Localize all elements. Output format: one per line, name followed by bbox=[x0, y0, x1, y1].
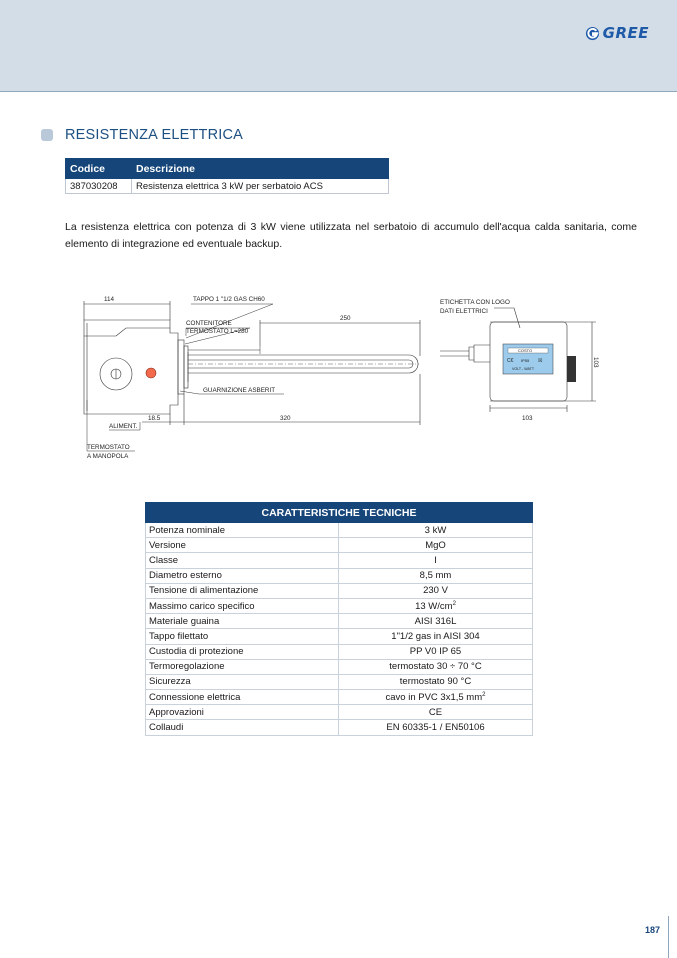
label-etichetta: ETICHETTA CON LOGO bbox=[440, 299, 510, 306]
dim-114: 114 bbox=[104, 296, 115, 303]
spec-table-header: CARATTERISTICHE TECNICHE bbox=[146, 503, 533, 523]
plate-brand: COSTO bbox=[518, 348, 533, 353]
spec-value: 230 V bbox=[339, 583, 533, 598]
gree-logo-icon bbox=[585, 26, 600, 41]
page-rule bbox=[668, 916, 669, 958]
table-row bbox=[146, 614, 533, 629]
table-row bbox=[146, 674, 533, 689]
spec-label: Termoregolazione bbox=[146, 659, 339, 674]
table-row bbox=[146, 523, 533, 538]
label-dati: DATI ELETTRICI bbox=[440, 308, 488, 315]
spec-value: EN 60335-1 / EN50106 bbox=[339, 720, 533, 735]
dim-103-h: 103 bbox=[522, 415, 533, 422]
spec-table bbox=[145, 502, 533, 736]
spec-label: Versione bbox=[146, 538, 339, 553]
spec-value: I bbox=[339, 553, 533, 568]
plate-ip: IP55 bbox=[521, 358, 530, 363]
table-row bbox=[146, 705, 533, 720]
table-row bbox=[146, 568, 533, 583]
product-description: Resistenza elettrica 3 kW per serbatoio ACS bbox=[132, 179, 389, 194]
spec-value: 8,5 mm bbox=[339, 568, 533, 583]
table-row bbox=[146, 644, 533, 659]
label-termostato: TERMOSTATO bbox=[87, 444, 130, 451]
header-band bbox=[0, 0, 677, 92]
dim-103-v: 103 bbox=[592, 357, 599, 368]
brand-logo bbox=[585, 24, 649, 42]
power-indicator-icon bbox=[146, 368, 156, 378]
column-header-codice: Codice bbox=[66, 159, 132, 179]
spec-value: cavo in PVC 3x1,5 $mm^2$ bbox=[339, 690, 533, 705]
table-row bbox=[146, 629, 533, 644]
spec-value: 13 $W/cm^2$ bbox=[339, 598, 533, 613]
table-row bbox=[146, 553, 533, 568]
spec-value: 1"1/2 gas in AISI 304 bbox=[339, 629, 533, 644]
label-termostato-l: TERMOSTATO L=280 bbox=[186, 328, 249, 335]
spec-label: Classe bbox=[146, 553, 339, 568]
table-row bbox=[146, 598, 533, 613]
spec-label: Approvazioni bbox=[146, 705, 339, 720]
label-guarnizione: GUARNIZIONE ASBERIT bbox=[203, 387, 276, 394]
spec-label: Custodia di protezione bbox=[146, 644, 339, 659]
label-contenitore: CONTENITORE bbox=[186, 320, 232, 327]
spec-label: Materiale guaina bbox=[146, 614, 339, 629]
section-heading bbox=[41, 127, 243, 143]
code-table-header bbox=[66, 159, 389, 179]
spec-value: AISI 316L bbox=[339, 614, 533, 629]
side-connector bbox=[567, 356, 576, 382]
table-row bbox=[146, 659, 533, 674]
page-number: 187 bbox=[644, 925, 660, 935]
spec-label: Massimo carico specifico bbox=[146, 598, 339, 613]
spec-value: PP V0 IP 65 bbox=[339, 644, 533, 659]
code-table bbox=[65, 158, 389, 194]
spec-value: CE bbox=[339, 705, 533, 720]
spec-label: Diametro esterno bbox=[146, 568, 339, 583]
brand-name: GREE bbox=[602, 24, 649, 42]
label-aliment: ALIMENT. bbox=[109, 423, 138, 430]
table-row bbox=[146, 720, 533, 735]
spec-label: Tensione di alimentazione bbox=[146, 583, 339, 598]
spec-label: Potenza nominale bbox=[146, 523, 339, 538]
technical-drawing bbox=[74, 290, 604, 470]
table-row bbox=[146, 538, 533, 553]
spec-label: Connessione elettrica bbox=[146, 690, 339, 705]
spec-value: termostato 30 ÷ 70 °C bbox=[339, 659, 533, 674]
plate-ce: C€ bbox=[507, 358, 514, 364]
plate-x-icon: ☒ bbox=[538, 358, 543, 364]
spec-label: Sicurezza bbox=[146, 674, 339, 689]
label-manopola: A MANOPOLA bbox=[87, 453, 129, 460]
dim-250: 250 bbox=[340, 315, 351, 322]
spec-label: Collaudi bbox=[146, 720, 339, 735]
table-row bbox=[66, 179, 389, 194]
table-row bbox=[146, 583, 533, 598]
label-tappo: TAPPO 1 "1/2 GAS CH60 bbox=[193, 296, 265, 303]
section-title: RESISTENZA ELETTRICA bbox=[65, 127, 244, 143]
dim-18-5: 18.5 bbox=[148, 415, 161, 422]
table-row bbox=[146, 690, 533, 705]
intro-paragraph: La resistenza elettrica con potenza di 3 kW viene utilizzata nel serbatoio di accumulo dell'acqua calda sanitaria, come elemento di integrazione ed eventuale backup. bbox=[65, 221, 637, 250]
product-code: 387030208 bbox=[66, 179, 132, 194]
spec-value: termostato 90 °C bbox=[339, 674, 533, 689]
title-bullet-icon bbox=[41, 129, 53, 141]
plate-volt: VOLT - WATT bbox=[512, 367, 535, 371]
spec-value: MgO bbox=[339, 538, 533, 553]
column-header-descrizione: Descrizione bbox=[132, 159, 389, 179]
spec-value: 3 kW bbox=[339, 523, 533, 538]
spec-label: Tappo filettato bbox=[146, 629, 339, 644]
dim-320: 320 bbox=[280, 415, 291, 422]
